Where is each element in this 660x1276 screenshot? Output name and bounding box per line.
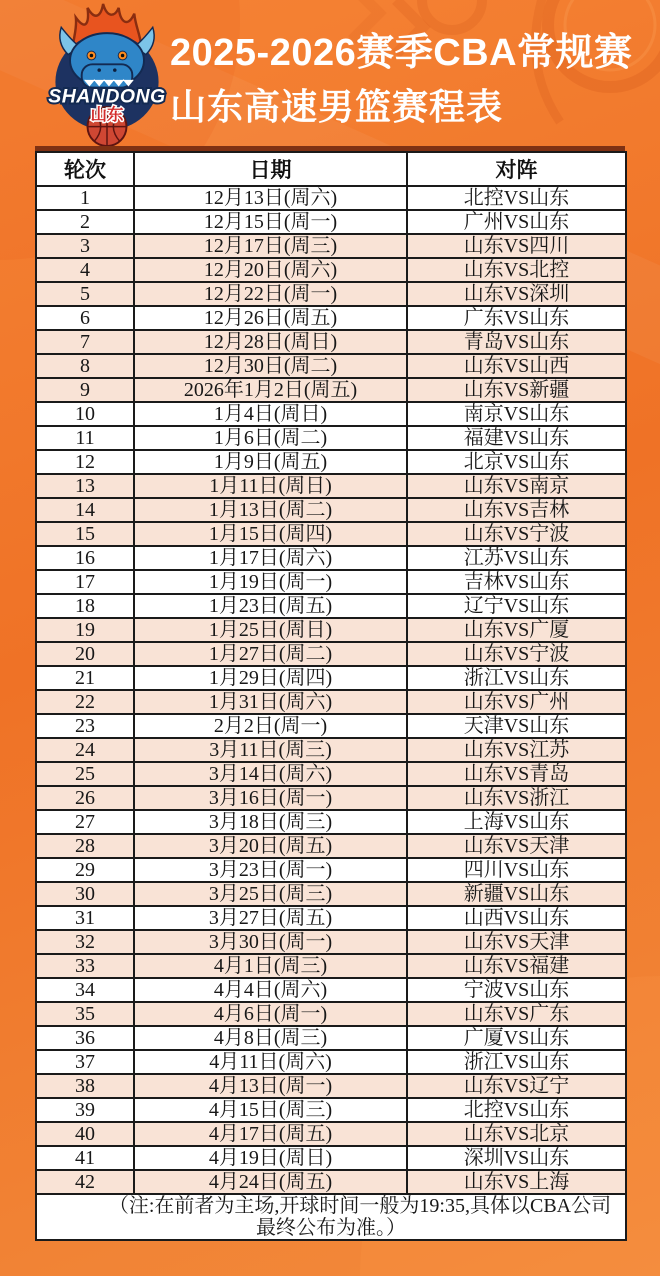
column-header-round: 轮次 (36, 152, 134, 186)
date-cell: 2月2日(周一) (134, 714, 407, 738)
matchup-cell: 山东VS江苏 (407, 738, 626, 762)
matchup-cell: 深圳VS山东 (407, 1146, 626, 1170)
round-cell: 28 (36, 834, 134, 858)
schedule-table (35, 151, 627, 1241)
round-cell: 40 (36, 1122, 134, 1146)
matchup-cell: 吉林VS山东 (407, 570, 626, 594)
matchup-cell: 山东VS北控 (407, 258, 626, 282)
round-cell: 26 (36, 786, 134, 810)
schedule-row (36, 1122, 626, 1146)
matchup-cell: 浙江VS山东 (407, 1050, 626, 1074)
round-cell: 16 (36, 546, 134, 570)
date-cell: 12月26日(周五) (134, 306, 407, 330)
schedule-row (36, 642, 626, 666)
schedule-row (36, 402, 626, 426)
round-cell: 24 (36, 738, 134, 762)
poster-title-line2: 山东高速男篮赛程表 (170, 86, 504, 127)
date-cell: 4月11日(周六) (134, 1050, 407, 1074)
round-cell: 17 (36, 570, 134, 594)
matchup-cell: 新疆VS山东 (407, 882, 626, 906)
round-cell: 6 (36, 306, 134, 330)
matchup-cell: 南京VS山东 (407, 402, 626, 426)
matchup-cell: 山东VS北京 (407, 1122, 626, 1146)
matchup-cell: 山东VS吉林 (407, 498, 626, 522)
schedule-row (36, 258, 626, 282)
round-cell: 2 (36, 210, 134, 234)
date-cell: 1月31日(周六) (134, 690, 407, 714)
matchup-cell: 江苏VS山东 (407, 546, 626, 570)
matchup-cell: 广厦VS山东 (407, 1026, 626, 1050)
date-cell: 12月22日(周一) (134, 282, 407, 306)
round-cell: 10 (36, 402, 134, 426)
matchup-cell: 山东VS青岛 (407, 762, 626, 786)
round-cell: 5 (36, 282, 134, 306)
schedule-row (36, 186, 626, 210)
matchup-cell: 山西VS山东 (407, 906, 626, 930)
round-cell: 4 (36, 258, 134, 282)
schedule-row (36, 1146, 626, 1170)
round-cell: 13 (36, 474, 134, 498)
matchup-cell: 山东VS福建 (407, 954, 626, 978)
round-cell: 31 (36, 906, 134, 930)
matchup-cell: 北控VS山东 (407, 186, 626, 210)
date-cell: 1月23日(周五) (134, 594, 407, 618)
schedule-row (36, 234, 626, 258)
schedule-row (36, 1074, 626, 1098)
schedule-row (36, 1098, 626, 1122)
schedule-row (36, 330, 626, 354)
schedule-row (36, 1170, 626, 1194)
round-cell: 20 (36, 642, 134, 666)
matchup-cell: 山东VS广州 (407, 690, 626, 714)
matchup-cell: 山东VS宁波 (407, 642, 626, 666)
schedule-row (36, 354, 626, 378)
matchup-cell: 山东VS广东 (407, 1002, 626, 1026)
matchup-cell: 上海VS山东 (407, 810, 626, 834)
matchup-cell: 山东VS新疆 (407, 378, 626, 402)
matchup-cell: 山东VS天津 (407, 834, 626, 858)
footnote-row (36, 1194, 626, 1240)
matchup-cell: 山东VS广厦 (407, 618, 626, 642)
matchup-cell: 广州VS山东 (407, 210, 626, 234)
date-cell: 4月1日(周三) (134, 954, 407, 978)
date-cell: 1月17日(周六) (134, 546, 407, 570)
schedule-row (36, 210, 626, 234)
column-header-date: 日期 (134, 152, 407, 186)
round-cell: 38 (36, 1074, 134, 1098)
schedule-row (36, 666, 626, 690)
poster-header (170, 24, 633, 132)
round-cell: 22 (36, 690, 134, 714)
date-cell: 12月15日(周一) (134, 210, 407, 234)
schedule-row (36, 834, 626, 858)
matchup-cell: 福建VS山东 (407, 426, 626, 450)
date-cell: 1月29日(周四) (134, 666, 407, 690)
footnote-line1: （注:在前者为主场,开球时间一般为19:35,具体以CBA公司 (108, 1195, 612, 1217)
round-cell: 3 (36, 234, 134, 258)
round-cell: 37 (36, 1050, 134, 1074)
date-cell: 12月30日(周二) (134, 354, 407, 378)
team-name-cn: 山东 (90, 104, 124, 124)
date-cell: 4月4日(周六) (134, 978, 407, 1002)
date-cell: 1月25日(周日) (134, 618, 407, 642)
round-cell: 19 (36, 618, 134, 642)
date-cell: 1月11日(周日) (134, 474, 407, 498)
matchup-cell: 辽宁VS山东 (407, 594, 626, 618)
date-cell: 4月8日(周三) (134, 1026, 407, 1050)
date-cell: 1月15日(周四) (134, 522, 407, 546)
schedule-row (36, 858, 626, 882)
schedule-row (36, 1002, 626, 1026)
schedule-row (36, 522, 626, 546)
matchup-cell: 北京VS山东 (407, 450, 626, 474)
schedule-row (36, 450, 626, 474)
round-cell: 12 (36, 450, 134, 474)
date-cell: 3月23日(周一) (134, 858, 407, 882)
team-name-en: SHANDONG (48, 85, 166, 108)
schedule-row (36, 474, 626, 498)
schedule-row (36, 426, 626, 450)
matchup-cell: 山东VS天津 (407, 930, 626, 954)
date-cell: 12月20日(周六) (134, 258, 407, 282)
matchup-cell: 广东VS山东 (407, 306, 626, 330)
round-cell: 39 (36, 1098, 134, 1122)
matchup-cell: 北控VS山东 (407, 1098, 626, 1122)
date-cell: 4月19日(周日) (134, 1146, 407, 1170)
schedule-row (36, 378, 626, 402)
date-cell: 1月19日(周一) (134, 570, 407, 594)
date-cell: 3月14日(周六) (134, 762, 407, 786)
schedule-row (36, 618, 626, 642)
matchup-cell: 山东VS宁波 (407, 522, 626, 546)
footnote (36, 1194, 626, 1240)
matchup-cell: 天津VS山东 (407, 714, 626, 738)
team-logo (38, 2, 176, 148)
schedule-row (36, 786, 626, 810)
date-cell: 4月24日(周五) (134, 1170, 407, 1194)
schedule-row (36, 282, 626, 306)
date-cell: 12月17日(周三) (134, 234, 407, 258)
schedule-row (36, 906, 626, 930)
round-cell: 11 (36, 426, 134, 450)
date-cell: 3月11日(周三) (134, 738, 407, 762)
schedule-row (36, 762, 626, 786)
matchup-cell: 宁波VS山东 (407, 978, 626, 1002)
round-cell: 18 (36, 594, 134, 618)
date-cell: 4月6日(周一) (134, 1002, 407, 1026)
matchup-cell: 山东VS山西 (407, 354, 626, 378)
round-cell: 32 (36, 930, 134, 954)
round-cell: 42 (36, 1170, 134, 1194)
round-cell: 7 (36, 330, 134, 354)
round-cell: 14 (36, 498, 134, 522)
schedule-row (36, 882, 626, 906)
round-cell: 8 (36, 354, 134, 378)
matchup-cell: 山东VS辽宁 (407, 1074, 626, 1098)
schedule-row (36, 810, 626, 834)
date-cell: 3月18日(周三) (134, 810, 407, 834)
schedule-row (36, 306, 626, 330)
footnote-line2: 最终公布为准。） (256, 1217, 406, 1239)
schedule-row (36, 570, 626, 594)
round-cell: 1 (36, 186, 134, 210)
matchup-cell: 山东VS深圳 (407, 282, 626, 306)
column-header-matchup: 对阵 (407, 152, 626, 186)
date-cell: 3月20日(周五) (134, 834, 407, 858)
round-cell: 25 (36, 762, 134, 786)
schedule-row (36, 690, 626, 714)
poster-title-line1: 2025-2026赛季CBA常规赛 (170, 32, 633, 74)
round-cell: 21 (36, 666, 134, 690)
schedule-row (36, 930, 626, 954)
schedule-row (36, 546, 626, 570)
round-cell: 23 (36, 714, 134, 738)
matchup-cell: 山东VS浙江 (407, 786, 626, 810)
schedule-row (36, 978, 626, 1002)
round-cell: 41 (36, 1146, 134, 1170)
date-cell: 3月30日(周一) (134, 930, 407, 954)
round-cell: 33 (36, 954, 134, 978)
round-cell: 36 (36, 1026, 134, 1050)
matchup-cell: 山东VS上海 (407, 1170, 626, 1194)
round-cell: 35 (36, 1002, 134, 1026)
date-cell: 12月13日(周六) (134, 186, 407, 210)
schedule-row (36, 714, 626, 738)
date-cell: 12月28日(周日) (134, 330, 407, 354)
matchup-cell: 浙江VS山东 (407, 666, 626, 690)
matchup-cell: 山东VS南京 (407, 474, 626, 498)
schedule-row (36, 954, 626, 978)
schedule-row (36, 738, 626, 762)
schedule-row (36, 594, 626, 618)
table-header-row (36, 152, 626, 186)
date-cell: 1月9日(周五) (134, 450, 407, 474)
matchup-cell: 青岛VS山东 (407, 330, 626, 354)
date-cell: 2026年1月2日(周五) (134, 378, 407, 402)
date-cell: 1月13日(周二) (134, 498, 407, 522)
round-cell: 30 (36, 882, 134, 906)
schedule-row (36, 1026, 626, 1050)
round-cell: 29 (36, 858, 134, 882)
date-cell: 1月4日(周日) (134, 402, 407, 426)
schedule-row (36, 1050, 626, 1074)
round-cell: 9 (36, 378, 134, 402)
date-cell: 4月15日(周三) (134, 1098, 407, 1122)
date-cell: 3月16日(周一) (134, 786, 407, 810)
round-cell: 15 (36, 522, 134, 546)
date-cell: 1月6日(周二) (134, 426, 407, 450)
matchup-cell: 四川VS山东 (407, 858, 626, 882)
schedule-row (36, 498, 626, 522)
date-cell: 3月27日(周五) (134, 906, 407, 930)
date-cell: 4月17日(周五) (134, 1122, 407, 1146)
round-cell: 27 (36, 810, 134, 834)
round-cell: 34 (36, 978, 134, 1002)
date-cell: 3月25日(周三) (134, 882, 407, 906)
schedule-table-container (35, 146, 625, 1241)
date-cell: 1月27日(周二) (134, 642, 407, 666)
date-cell: 4月13日(周一) (134, 1074, 407, 1098)
matchup-cell: 山东VS四川 (407, 234, 626, 258)
